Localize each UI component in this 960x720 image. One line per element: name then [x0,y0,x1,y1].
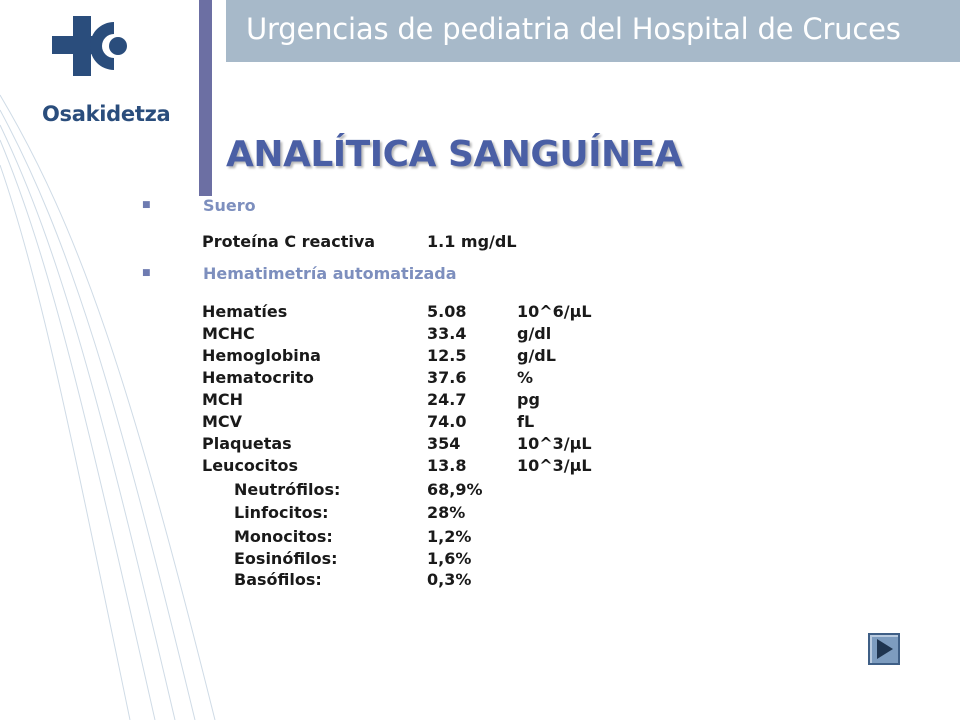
row-value: 1.1 mg/dL [427,232,517,251]
row-value: 1,6% [427,549,472,568]
osakidetza-cross-icon [52,16,142,86]
table-row [202,368,702,390]
row-value: 68,9% [427,480,483,499]
bullet-icon: ■ [142,268,151,278]
section-hematimetria: Hematimetría automatizada [203,264,457,283]
row-label: Linfocitos: [234,503,329,522]
row-value: 24.7 [427,390,467,409]
row-value: 28% [427,503,466,522]
row-unit: g/dl [517,324,552,343]
row-unit: 10^3/µL [517,456,592,475]
table-row [202,302,702,324]
row-unit: 10^3/µL [517,434,592,453]
row-value: 354 [427,434,461,453]
row-label: Proteína C reactiva [202,232,376,251]
table-row [202,456,702,478]
row-label: Basófilos: [234,570,322,589]
row-label: MCH [202,390,244,409]
row-label: Hematocrito [202,368,314,387]
row-value: 1,2% [427,527,472,546]
next-arrow-icon [868,633,900,665]
table-row [202,324,702,346]
row-unit: g/dL [517,346,556,365]
row-label: Eosinófilos: [234,549,338,568]
row-value: 37.6 [427,368,467,387]
table-row [202,412,702,434]
row-value: 33.4 [427,324,467,343]
row-label: MCV [202,412,243,431]
row-label: Leucocitos [202,456,299,475]
header-title: Urgencias de pediatria del Hospital de Cruces [246,12,901,46]
row-unit: pg [517,390,540,409]
table-row [202,480,702,502]
logo-text: Osakidetza [42,102,171,126]
bullet-icon: ■ [142,200,151,210]
section-suero: Suero [203,196,256,215]
row-label: Plaquetas [202,434,292,453]
row-label: MCHC [202,324,255,343]
table-row [202,527,702,549]
table-row [202,232,702,254]
table-row [202,346,702,368]
row-value: 0,3% [427,570,472,589]
row-value: 13.8 [427,456,467,475]
row-value: 5.08 [427,302,467,321]
table-row [202,570,702,592]
row-value: 74.0 [427,412,467,431]
row-unit: % [517,368,534,387]
row-value: 12.5 [427,346,467,365]
table-row [202,434,702,456]
row-label: Neutrófilos: [234,480,341,499]
table-row [202,503,702,525]
row-label: Hematíes [202,302,288,321]
row-unit: 10^6/µL [517,302,592,321]
row-label: Monocitos: [234,527,333,546]
vertical-accent-bar [199,0,212,196]
row-label: Hemoglobina [202,346,321,365]
row-unit: fL [517,412,535,431]
osakidetza-logo [30,16,190,136]
next-slide-button[interactable] [868,633,900,665]
table-row [202,390,702,412]
slide-title: ANALÍTICA SANGUÍNEA [226,134,683,175]
table-row [202,549,702,571]
